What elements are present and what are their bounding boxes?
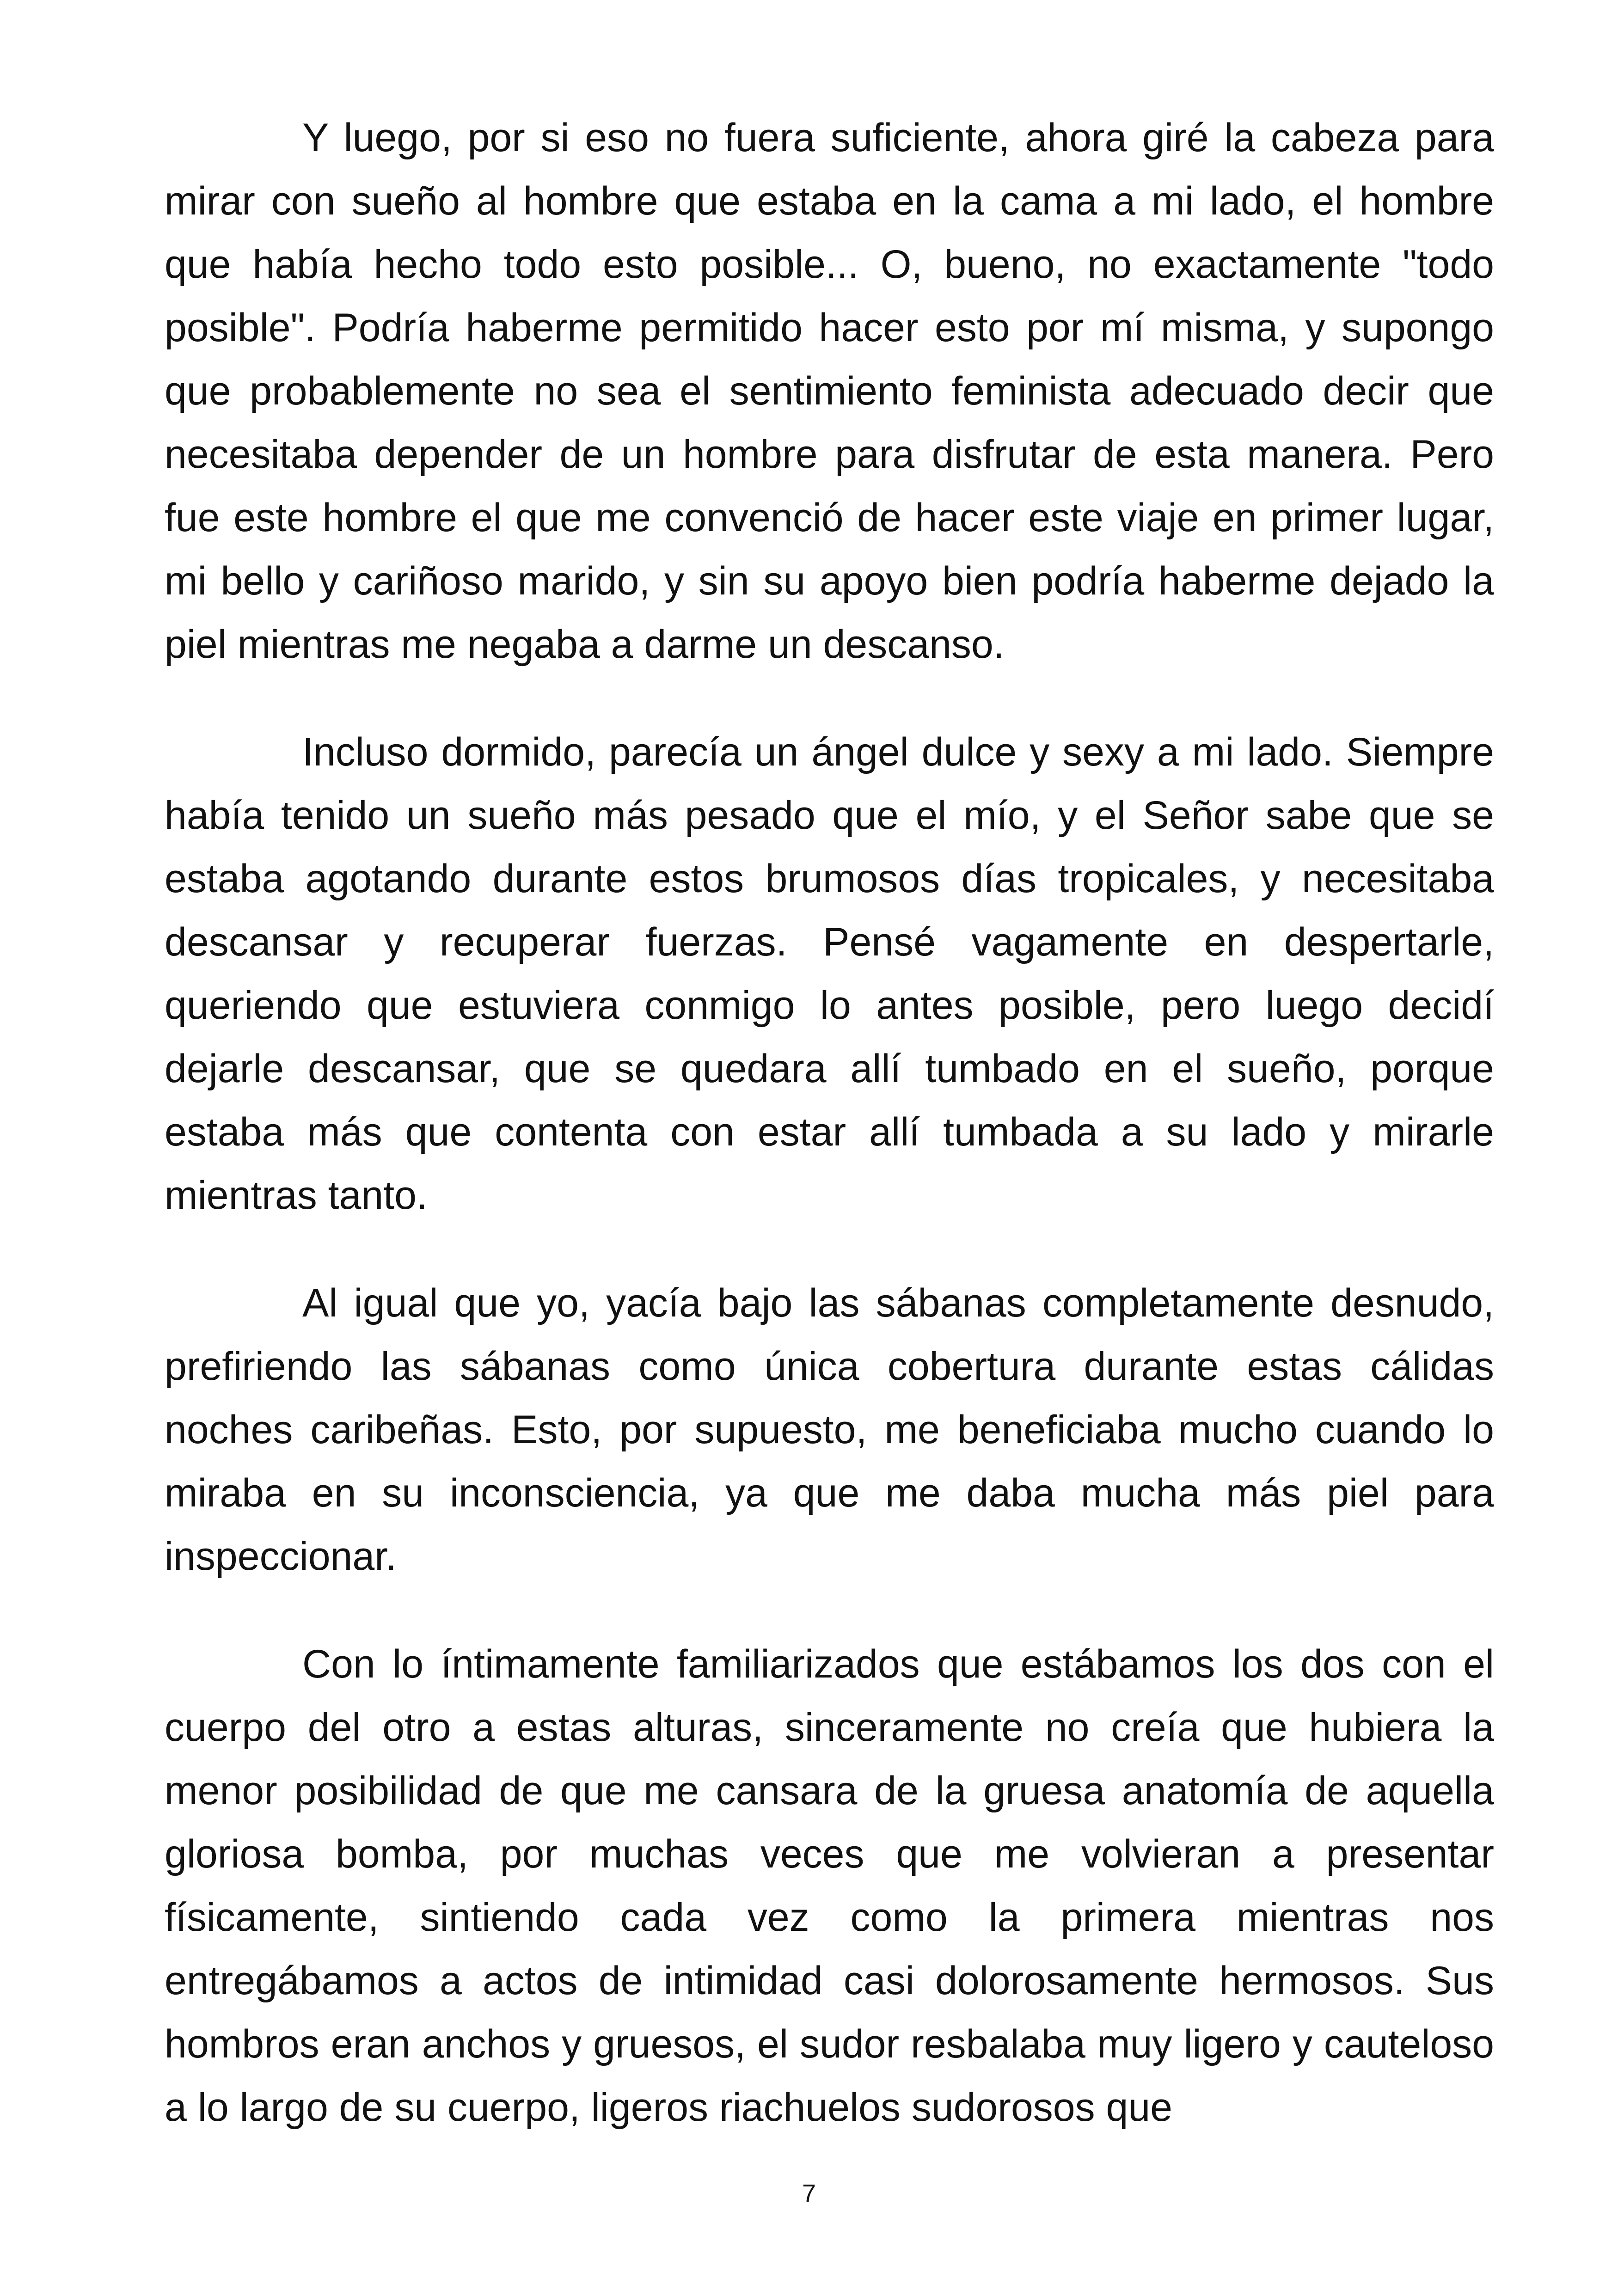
paragraph-1: Y luego, por si eso no fuera suficiente, ahora giré la cabeza para mirar con sueño al hombre que estaba en la cama a mi lado, el hombre que había hecho todo esto posible... O, bueno, no exactamente "todo posible". Podría haberme permitido hacer esto por mí misma, y supongo que probablemente no sea el sentimiento feminista adecuado decir que necesitaba depender de un hombre para disfrutar de esta manera. Pero fue este hombre el que me convenció de hacer este viaje en primer lugar, mi bello y cariñoso marido, y sin su apoyo bien podría haberme dejado la piel mientras me negaba a darme un descanso. [165, 116, 1494, 667]
page-number: 7 [802, 2180, 816, 2207]
paragraph-3: Al igual que yo, yacía bajo las sábanas completamente desnudo, prefiriendo las sábanas como única cobertura durante estas cálidas noches caribeñas. Esto, por supuesto, me beneficiaba mucho cuando lo miraba en su inconsciencia, ya que me daba mucha más piel para inspeccionar. [165, 1281, 1494, 1579]
paragraph-4: Con lo íntimamente familiarizados que estábamos los dos con el cuerpo del otro a estas alturas, sinceramente no creía que hubiera la menor posibilidad de que me cansara de la gruesa anatomía de aquella gloriosa bomba, por muchas veces que me volvieran a presentar físicamente, sintiendo cada vez como la primera mientras nos entregábamos a actos de intimidad casi dolorosamente hermosos. Sus hombros eran anchos y gruesos, el sudor resbalaba muy ligero y cauteloso a lo largo de su cuerpo, ligeros riachuelos sudorosos que [165, 1642, 1494, 2130]
body-text [165, 106, 1494, 2184]
paragraph-2: Incluso dormido, parecía un ángel dulce y sexy a mi lado. Siempre había tenido un sueño más pesado que el mío, y el Señor sabe que se estaba agotando durante estos brumosos días tropicales, y necesitaba descansar y recuperar fuerzas. Pensé vagamente en despertarle, queriendo que estuviera conmigo lo antes posible, pero luego decidí dejarle descansar, que se quedara allí tumbado en el sueño, porque estaba más que contenta con estar allí tumbada a su lado y mirarle mientras tanto. [165, 730, 1494, 1218]
